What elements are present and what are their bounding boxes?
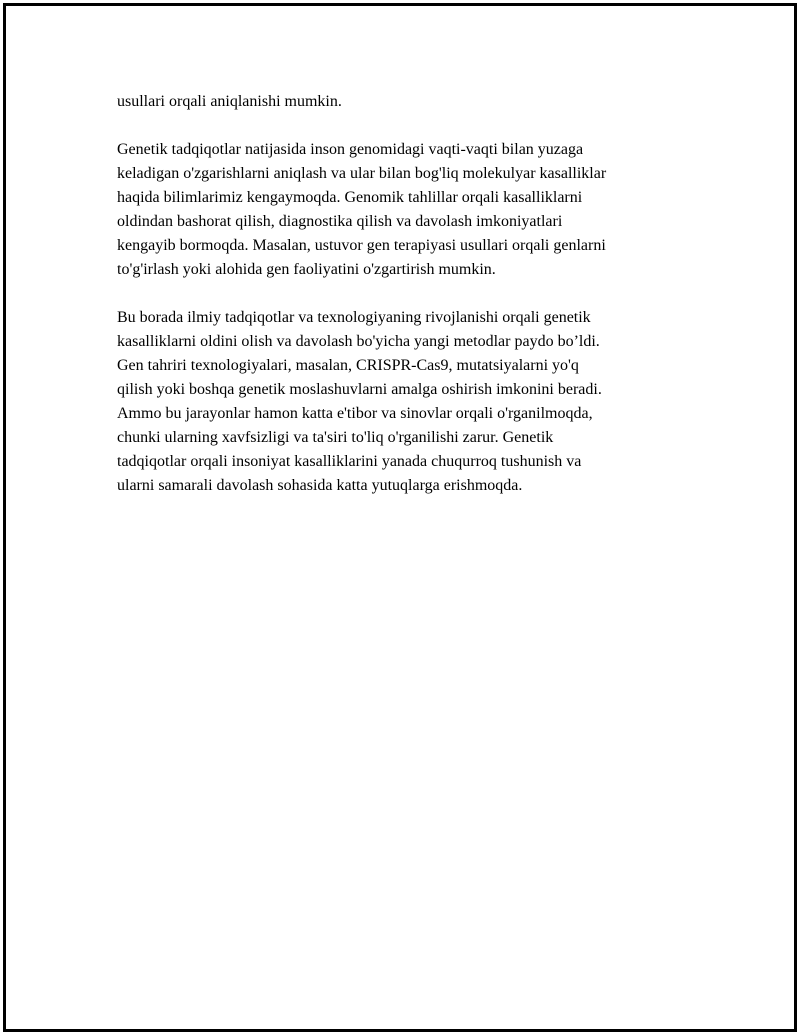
text-line: Bu borada ilmiy tadqiqotlar va texnologiyaning rivojlanishi orqali genetik [117, 309, 591, 326]
text-line: keladigan o'zgarishlarni aniqlash va ular bilan bog'liq molekulyar kasalliklar [117, 165, 607, 182]
text-line: Genetik tadqiqotlar natijasida inson genomidagi vaqti-vaqti bilan yuzaga [117, 141, 584, 158]
paragraph-intro-continuation [117, 90, 697, 114]
text-line: Ammo bu jarayonlar hamon katta e'tibor va sinovlar orqali o'rganilmoqda, [117, 405, 593, 422]
text-line: tadqiqotlar orqali insoniyat kasalliklarini yanada chuqurroq tushunish va [117, 453, 582, 470]
text-line: Gen tahriri texnologiyalari, masalan, CRISPR-Cas9, mutatsiyalarni yo'q [117, 357, 579, 374]
text-line: chunki ularning xavfsizligi va ta'siri to'liq o'rganilishi zarur. Genetik [117, 429, 554, 446]
paragraph-genetic-research [117, 138, 697, 282]
text-line: qilish yoki boshqa genetik moslashuvlarni amalga oshirish imkonini beradi. [117, 381, 602, 398]
text-line: kengayib bormoqda. Masalan, ustuvor gen terapiyasi usullari orqali genlarni [117, 237, 606, 254]
text-line: usullari orqali aniqlanishi mumkin. [117, 93, 342, 110]
paragraph-gene-editing [117, 306, 697, 498]
text-line: ularni samarali davolash sohasida katta yutuqlarga erishmoqda. [117, 477, 523, 494]
text-line: kasalliklarni oldini olish va davolash bo'yicha yangi metodlar paydo bo’ldi. [117, 333, 600, 350]
text-line: oldindan bashorat qilish, diagnostika qilish va davolash imkoniyatlari [117, 213, 563, 230]
text-line: haqida bilimlarimiz kengaymoqda. Genomik tahlillar orqali kasalliklarni [117, 189, 583, 206]
text-line: to'g'irlash yoki alohida gen faoliyatini o'zgartirish mumkin. [117, 261, 496, 278]
document-body [117, 90, 697, 522]
